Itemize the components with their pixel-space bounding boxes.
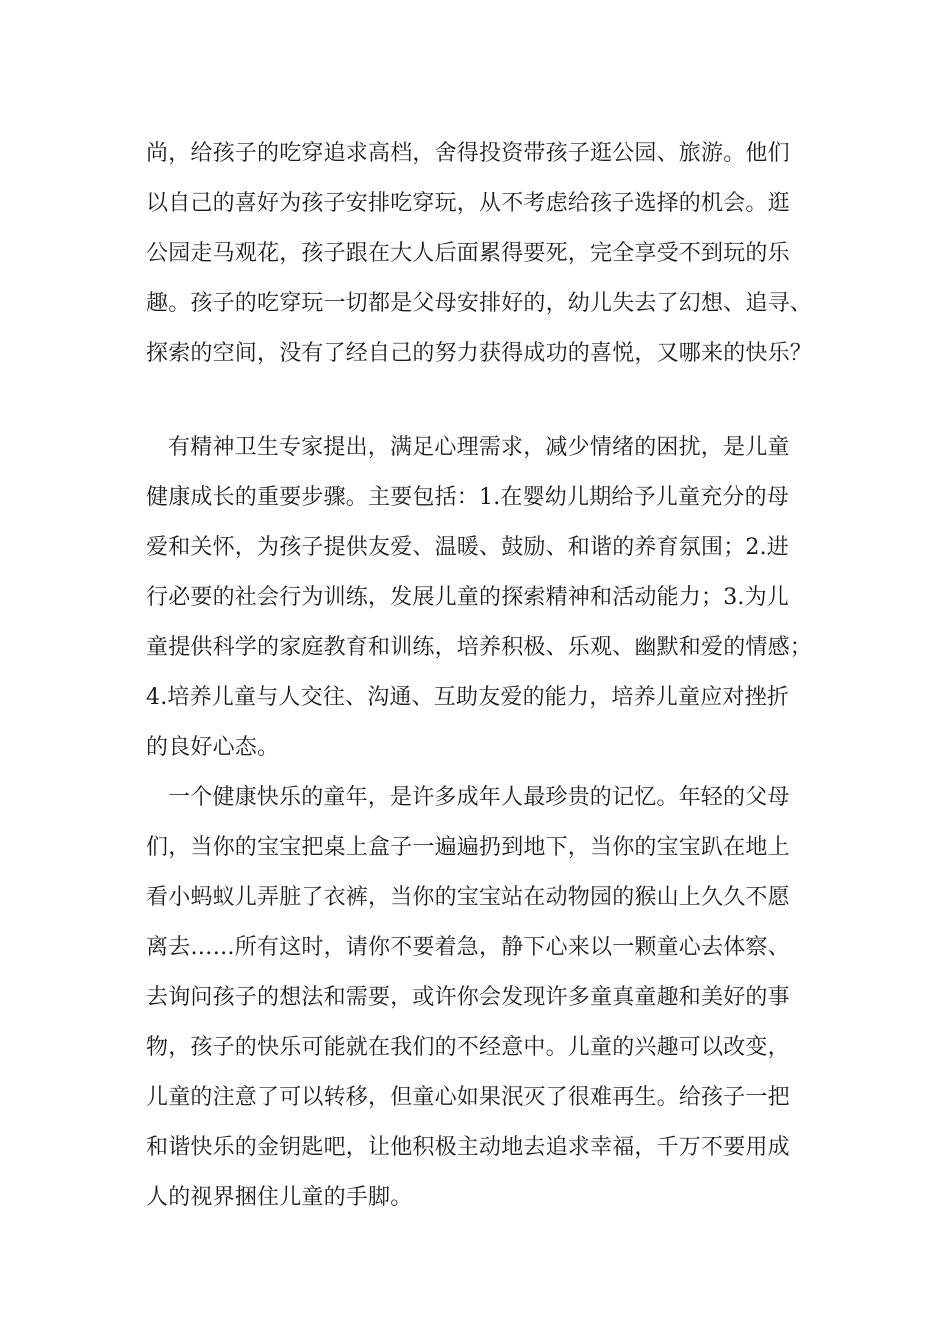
text-line: 尚，给孩子的吃穿追求高档，舍得投资带孩子逛公园、旅游。他们 bbox=[146, 141, 790, 166]
text-line: 趣。孩子的吃穿玩一切都是父母安排好的，幼儿失去了幻想、追寻、 bbox=[146, 291, 813, 316]
text-line: 行必要的社会行为训练，发展儿童的探索精神和活动能力；3.为儿 bbox=[146, 585, 789, 610]
text-line: 们，当你的宝宝把桌上盒子一遍遍扔到地下，当你的宝宝趴在地上 bbox=[146, 835, 790, 860]
text-line: 健康成长的重要步骤。主要包括：1.在婴幼儿期给予儿童充分的母 bbox=[146, 485, 789, 510]
text-line: 去询问孩子的想法和需要，或许你会发现许多童真童趣和美好的事 bbox=[146, 985, 790, 1010]
text-line: 离去……所有这时，请你不要着急，静下心来以一颗童心去体察、 bbox=[146, 935, 790, 960]
text-line: 爱和关怀，为孩子提供友爱、温暖、鼓励、和谐的养育氛围；2.进 bbox=[146, 535, 789, 560]
text-line: 儿童的注意了可以转移，但童心如果泯灭了很难再生。给孩子一把 bbox=[146, 1085, 790, 1110]
text-line: 有精神卫生专家提出，满足心理需求，减少情绪的困扰，是儿童 bbox=[168, 435, 790, 460]
text-line: 的良好心态。 bbox=[146, 735, 280, 760]
text-line: 人的视界捆住儿童的手脚。 bbox=[146, 1185, 413, 1210]
text-line: 物，孩子的快乐可能就在我们的不经意中。儿童的兴趣可以改变， bbox=[146, 1035, 790, 1060]
text-line: 一个健康快乐的童年，是许多成年人最珍贵的记忆。年轻的父母 bbox=[168, 785, 790, 810]
text-line: 和谐快乐的金钥匙吧，让他积极主动地去追求幸福，千万不要用成 bbox=[146, 1135, 790, 1160]
text-line: 4.培养儿童与人交往、沟通、互助友爱的能力，培养儿童应对挫折 bbox=[146, 685, 789, 710]
text-line: 童提供科学的家庭教育和训练，培养积极、乐观、幽默和爱的情感； bbox=[146, 635, 813, 660]
text-line: 探索的空间，没有了经自己的努力获得成功的喜悦，又哪来的快乐？ bbox=[146, 341, 813, 366]
text-line: 公园走马观花，孩子跟在大人后面累得要死，完全享受不到玩的乐 bbox=[146, 241, 790, 266]
text-line: 以自己的喜好为孩子安排吃穿玩，从不考虑给孩子选择的机会。逛 bbox=[146, 191, 790, 216]
text-line: 看小蚂蚁儿弄脏了衣裤，当你的宝宝站在动物园的猴山上久久不愿 bbox=[146, 885, 790, 910]
